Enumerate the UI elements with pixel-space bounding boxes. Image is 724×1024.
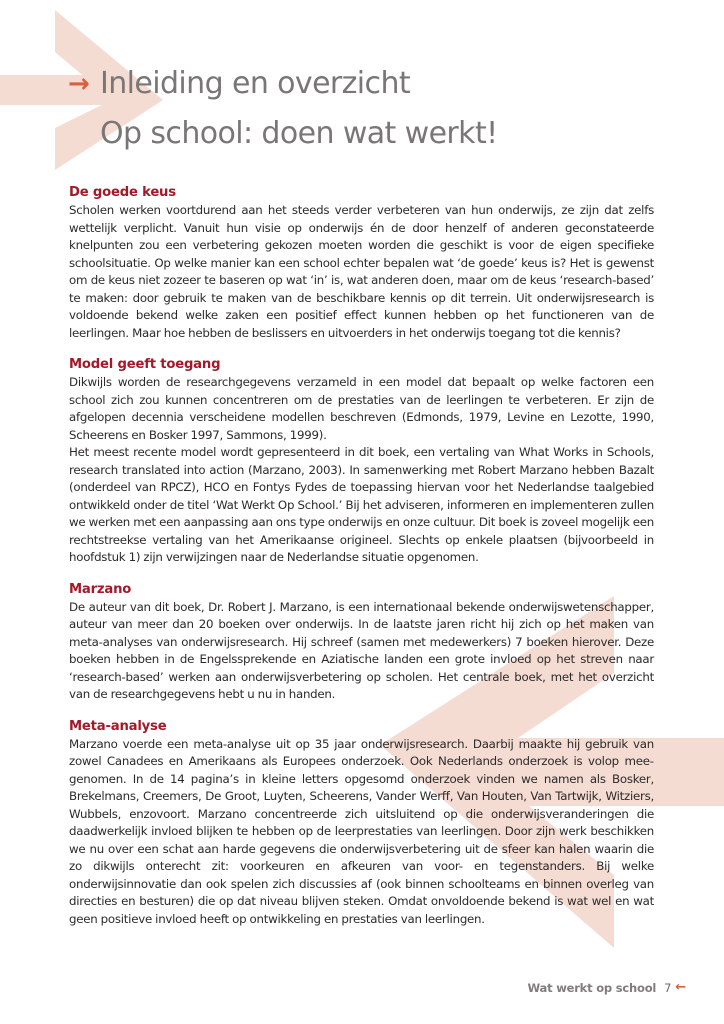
paragraph: Scholen werken voortdurend aan het steeds verder verbeteren van hun onderwijs, ze zijn dat zelfs wettelijk verplicht. Vanuit hun visie op onderwijs én de door henzelf of anderen geconstateerde knelpunten zou een verbetering gekozen moeten worden die geschikt is voor de eigen specifieke schoolsituatie. Op welke manier kan een school echter bepalen wat ‘de goede’ keus is? Het is gewenst om de keus niet zozeer te baseren op wat ‘in’ is, wat anderen doen, maar om de keus ‘research-based’ te maken: door gebruik te maken van de beschikbare kennis op dit terrein. Uit onderwijsresearch is voldoende bekend welke zaken een positief effect kunnen hebben op het functioneren van de leerlingen. Maar hoe hebben de beslissers en uitvoerders in het onderwijs toegang tot die kennis?	[69, 203, 654, 340]
paragraph: Marzano voerde een meta-analyse uit op 35 jaar onderwijsresearch. Daarbij maakte hij gebruik van zowel Canadees en Amerikaans als Europees onderzoek. Ook Nederlands onderzoek is volop meegenomen. In de 14 pagina’s in kleine letters opgesomd onderzoek vinden we namen als Bosker, Brekelmans, Creemers, De Groot, Luyten, Scheerens, Vander Werff, Van Houten, Van Tartwijk, Witziers, Wubbels, enzovoort. Marzano concentreerde zich uitsluitend op die onderwijsveranderingen die daadwerkelijk invloed blijken te hebben op de leerprestaties van leerlingen. Door zijn werk beschikken we nu over een schat aan harde gegevens die onderwijsverbetering uit de sfeer kan halen waarin die zo dikwijls onterecht zit: voorkeuren en afkeuren van voor- en tegenstanders. Bij welke onderwijsinnovatie dan ook spelen zich discussies af (ook binnen schoolteams en binnen overleg van directies en besturen) die op dat niveau blijven steken. Omdat onvoldoende bekend is wat wel en wat geen positieve invloed heeft op ontwikkeling en prestaties van leerlingen.	[69, 736, 654, 926]
section-marzano	[69, 581, 654, 704]
section-heading: De goede keus	[69, 185, 176, 200]
arrow-right-icon: →	[68, 69, 90, 99]
paragraph: Het meest recente model wordt gepresenteerd in dit boek, een vertaling van What Works in Schools, research translated into action (Marzano, 2003). In samenwerking met Robert Marzano hebben Bazalt (onderdeel van RPCZ), HCO en Fontys Fydes de toepassing hiervan voor het Nederlandse taalgebied ontwikkeld onder de titel ‘Wat Werkt Op School.’ Bij het adviseren, informeren en implementeren zullen we werken met een aanpassing aan ons type onderwijs en onze cultuur. Dit boek is zoveel mogelijk een rechtstreekse vertaling van het Amerikaanse origineel. Slechts op enkele plaatsen (bijvoorbeeld in hoofdstuk 1) zijn verwijzingen naar de Nederlandse situatie opgenomen.	[69, 445, 654, 564]
paragraph: Dikwijls worden de researchgegevens verzameld in een model dat bepaalt op welke factoren een school zich zou kunnen concentreren om de prestaties van de leerlingen te verbeteren. Er zijn de afgelopen decennia verscheidene modellen beschreven (Edmonds, 1979, Levine en Lezotte, 1990, Scheerens en Bosker 1997, Sammons, 1999).	[69, 375, 654, 442]
section-heading: Model geeft toegang	[69, 357, 221, 372]
section-de-goede-keus	[69, 184, 654, 342]
chapter-title	[68, 62, 498, 106]
section-model-geeft-toegang	[69, 356, 654, 567]
chapter-title-block	[68, 62, 498, 156]
body-content	[69, 184, 654, 942]
section-heading: Marzano	[69, 581, 132, 597]
chapter-title-text: Inleiding en overzicht	[100, 66, 411, 101]
running-title: Wat werkt op school	[527, 980, 657, 995]
section-meta-analyse	[69, 718, 654, 929]
section-heading: Meta-analyse	[69, 718, 167, 734]
arrow-left-icon: ←	[675, 980, 686, 995]
paragraph: De auteur van dit boek, Dr. Robert J. Marzano, is een internationaal bekende onderwijswetenschapper, auteur van meer dan 20 boeken over onderwijs. In de laatste jaren richt hij zich op het maken van meta-analyses van onderwijsresearch. Hij schreef (samen met medewerkers) 7 boeken hierover. Deze boeken hebben in de Engelssprekende en Aziatische landen een grote invloed op het streven naar ‘research-based’ werken aan onderwijsverbetering op scholen. Het centrale boek, met het overzicht van de researchgegevens hebt u nu in handen.	[69, 599, 654, 701]
page-number: 7	[664, 980, 672, 995]
chapter-subtitle: Op school: doen wat werkt!	[100, 116, 498, 151]
page-footer	[527, 980, 686, 995]
